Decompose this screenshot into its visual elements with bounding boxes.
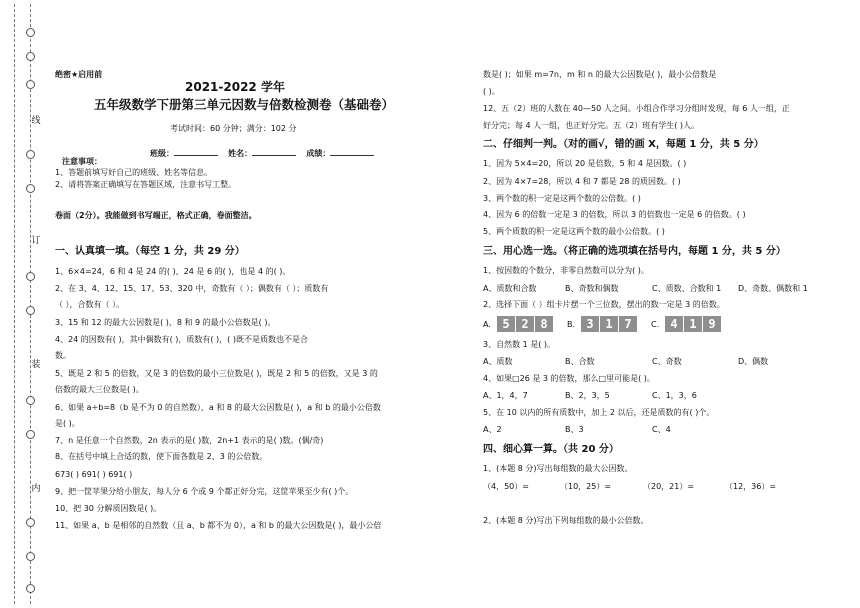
choice-option: B、奇数和偶数 [565,284,619,293]
exam-info: 考试时间：60 分钟；满分：102 分 [170,124,297,133]
choice-question: 3、自然数 1 是( )。 [483,340,556,349]
digit-card: 1 [684,316,702,332]
binding-hole-icon [26,272,35,281]
question-line: 数是( )；如果 m=7n，m 和 n 的最大公因数是( )，最小公倍数是 [483,70,717,79]
digit-card: 4 [665,316,683,332]
binding-line-inner [30,4,31,604]
question-line: 8、在括号中填上合适的数，使下面各数是 2、3 的公倍数。 [55,452,268,461]
binding-char: 内 [31,484,41,494]
card-option-label: B. [567,320,576,329]
question-line: 5、既是 2 和 5 的倍数，又是 3 的倍数的最小三位数是( )，既是 2 和 5 的倍数，又是 3 的 [55,369,378,378]
score-field[interactable] [330,147,374,156]
binding-char: 订 [31,236,41,246]
digit-card: 8 [535,316,553,332]
digit-card: 9 [703,316,721,332]
choice-option: B、3 [565,425,584,434]
choice-option: C、4 [652,425,671,434]
judge-item: 2、因为 4×7=28，所以 4 和 7 都是 28 的质因数。( ) [483,177,681,186]
binding-hole-icon [26,552,35,561]
judge-item: 4、因为 6 的倍数一定是 3 的倍数，所以 3 的倍数也一定是 6 的倍数。( ) [483,210,746,219]
judge-item: 3、两个数的积一定是这两个数的公倍数。( ) [483,194,641,203]
binding-hole-icon [26,80,35,89]
binding-char: 线 [31,116,41,126]
question-line: 673( ) 691( ) 691( ) [55,470,133,479]
choice-option: D、奇数、偶数和 1 [738,284,808,293]
notes-item: 2、请将答案正确填写在答题区域，注意书写工整。 [55,180,237,189]
binding-hole-icon [26,396,35,405]
question-line: ( )。 [483,87,500,96]
section1-heading: 一、认真填一填。（每空 1 分，共 29 分） [55,246,245,257]
calc-question: 1、(本题 8 分)写出每组数的最大公因数。 [483,464,633,473]
choice-option: D、偶数 [738,357,769,366]
digit-card: 1 [600,316,618,332]
digit-card: 2 [516,316,534,332]
question-line: 3、15 和 12 的最大公因数是( )，8 和 9 的最小公倍数是( )。 [55,318,276,327]
choice-option: B、2，3，5 [565,391,610,400]
secret-mark: 绝密★启用前 [55,70,103,79]
section3-heading: 三、用心选一选。（将正确的选项填在括号内，每题 1 分，共 5 分） [483,246,786,257]
question-line: 数。 [55,351,71,360]
card-option-label: A. [483,320,491,329]
calc-item: （12，36）= [725,482,777,491]
choice-question: 2、选择下面（ ）组卡片摆一个三位数，摆出的数一定是 3 的倍数。 [483,300,725,309]
question-line: 9、把一筐苹果分给小朋友，每人分 6 个或 9 个都正好分完，这筐苹果至少有( )个。 [55,487,354,496]
question-line: 7、n 是任意一个自然数，2n 表示的是( )数，2n+1 表示的是( )数。(偶/奇) [55,436,324,445]
notes-heading: 注意事项： [62,157,102,166]
binding-hole-icon [26,184,35,193]
choice-option: A、质数和合数 [483,284,537,293]
score-label: 成绩： [306,149,331,158]
exam-title: 五年级数学下册第三单元因数与倍数检测卷（基础卷） [94,97,395,112]
digit-card: 5 [497,316,515,332]
student-info-row [150,147,374,159]
question-line: 1、6×4=24，6 和 4 是 24 的( )，24 是 6 的( )，也是 4 的( )。 [55,267,291,276]
binding-hole-icon [26,518,35,527]
choice-option: C、质数、合数和 1 [652,284,722,293]
question-line: 10、把 30 分解质因数是( )。 [55,504,162,513]
choice-option: A、2 [483,425,502,434]
section4-heading: 四、细心算一算。（共 20 分） [483,444,619,455]
calc-item: （10，25）= [560,482,612,491]
digit-card: 7 [619,316,637,332]
binding-hole-icon [26,306,35,315]
choice-option: B、合数 [565,357,595,366]
class-label: 班级： [150,149,174,158]
notes-item: 1、答题前填写好自己的班级、姓名等信息。 [55,168,213,177]
section2-heading: 二、仔细判一判。（对的画√，错的画 X，每题 1 分，共 5 分） [483,139,764,150]
name-label: 姓名： [228,149,253,158]
calc-item: （20，21）= [643,482,695,491]
digit-card: 3 [581,316,599,332]
question-line: 倍数的最大三位数是( )。 [55,385,144,394]
neatness-instruction: 卷面（2分）。我能做到书写端正，格式正确，卷面整洁。 [55,211,257,220]
question-line: 是( )。 [55,419,80,428]
question-line: 2、在 3、4、12、15、17、53、320 中，奇数有（ ）；偶数有（ ）；质数有 [55,284,329,293]
card-option-label: C. [651,320,660,329]
binding-hole-icon [26,430,35,439]
choice-question: 5、在 10 以内的所有质数中，加上 2 以后，还是质数的有( )个。 [483,408,715,417]
binding-margin [0,0,44,608]
binding-hole-icon [26,28,35,37]
judge-item: 1、因为 5×4=20，所以 20 是倍数，5 和 4 是因数。( ) [483,159,687,168]
question-line: （ ），合数有（ ）。 [55,300,125,309]
binding-char: 装 [31,360,41,370]
question-line: 6、如果 a÷b=8（b 是不为 0 的自然数），a 和 8 的最大公因数是( )，a 和 b 的最小公倍数 [55,403,381,412]
class-field[interactable] [174,147,218,156]
choice-option: A、质数 [483,357,513,366]
binding-hole-icon [26,584,35,593]
question-line: 12、五（2）班的人数在 40—50 人之间。小组合作学习分组时发现，每 6 人一组，正 [483,104,790,113]
name-field[interactable] [252,147,296,156]
judge-item: 5、两个质数的积一定是这两个数的最小公倍数。( ) [483,227,665,236]
question-line: 4、24 的因数有( )，其中偶数有( )，质数有( )，( )既不是质数也不是合 [55,335,308,344]
choice-question: 1、按因数的个数分，非零自然数可以分为( )。 [483,266,649,275]
binding-hole-icon [26,52,35,61]
binding-hole-icon [26,150,35,159]
question-line: 11、如果 a、b 是相邻的自然数（且 a、b 都不为 0），a 和 b 的最大公因数是( )，最小公倍 [55,521,382,530]
choice-option: A、1，4，7 [483,391,528,400]
calc-question: 2、(本题 8 分)写出下列每组数的最小公倍数。 [483,516,649,525]
binding-line-outer [14,4,15,604]
question-line: 好分完；每 4 人一组，也正好分完。五（2）班有学生( )人。 [483,121,700,130]
calc-item: （4，50）= [483,482,529,491]
choice-question: 4、如果□26 是 3 的倍数，那么□里可能是( )。 [483,374,655,383]
choice-option: C、奇数 [652,357,682,366]
choice-option: C、1，3，6 [652,391,697,400]
exam-year: 2021-2022 学年 [185,80,285,94]
